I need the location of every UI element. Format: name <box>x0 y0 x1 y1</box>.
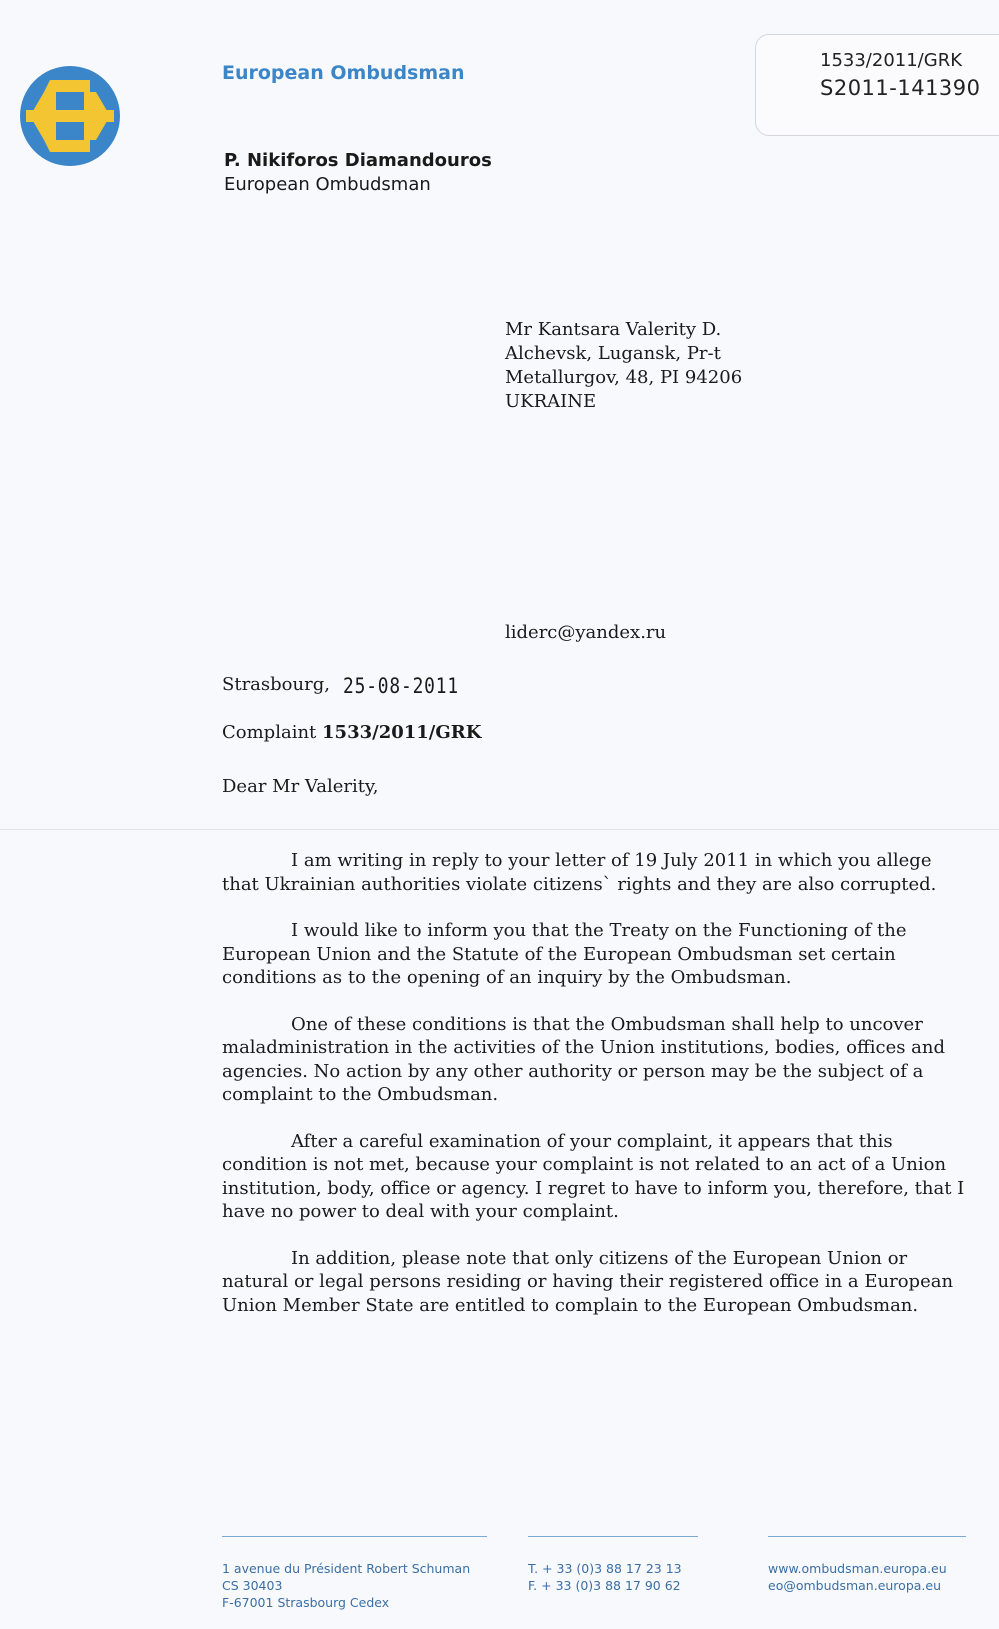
footer-web <box>768 1560 947 1594</box>
footer-divider <box>528 1536 698 1537</box>
registry-number: S2011-141390 <box>820 76 981 100</box>
body-paragraph: I am writing in reply to your letter of 19 July 2011 in which you allege that Ukrainian authorities violate citizens` rights and they are also corrupted. <box>222 850 937 895</box>
body-paragraph: One of these conditions is that the Ombudsman shall help to uncover maladministration in the activities of the Union institutions, bodies, offices and agencies. No action by any other authority or person may be the subject of a complaint to the Ombudsman. <box>222 1013 946 1105</box>
email-link[interactable]: eo@ombudsman.europa.eu <box>768 1578 942 1593</box>
date-stamp: 25-08-2011 <box>343 674 459 698</box>
letterhead-org-name: European Ombudsman <box>222 62 465 84</box>
complaint-label: Complaint <box>222 722 317 743</box>
website-link[interactable]: www.ombudsman.europa.eu <box>768 1561 947 1576</box>
body-paragraph: After a careful examination of your complaint, it appears that this condition is not met, because your complaint is not related to an act of a Union institution, body, office or agency. I regret to have to inform you, therefore, that I have no power to deal with your complaint. <box>222 1130 965 1222</box>
recipient-email: liderc@yandex.ru <box>505 622 667 643</box>
footer-address: 1 avenue du Président Robert Schuman CS 30403 F-67001 Strasbourg Cedex <box>222 1561 471 1610</box>
complaint-number: 1533/2011/GRK <box>322 722 482 743</box>
address-line: Metallurgov, 48, PI 94206 <box>505 367 743 388</box>
address-line: UKRAINE <box>505 391 597 412</box>
letter-body <box>222 849 967 1340</box>
address-line: Alchevsk, Lugansk, Pr-t <box>505 343 721 364</box>
dateline-place: Strasbourg, <box>222 674 330 695</box>
body-paragraph: In addition, please note that only citizens of the European Union or natural or legal persons residing or having their registered office in a European Union Member State are entitled to complain to the European Ombudsman. <box>222 1247 954 1316</box>
address-line: Mr Kantsara Valerity D. <box>505 319 722 340</box>
complaint-reference <box>222 722 481 743</box>
body-paragraph: I would like to inform you that the Treaty on the Functioning of the European Union and the Statute of the European Ombudsman set certain conditions as to the opening of an inquiry by the Ombudsman. <box>222 920 907 988</box>
sender-title: European Ombudsman <box>224 174 431 195</box>
footer-phone: T. + 33 (0)3 88 17 23 13 F. + 33 (0)3 88 17 90 62 <box>528 1561 682 1593</box>
reference-number: 1533/2011/GRK <box>820 50 963 71</box>
paper-fold-line <box>0 829 999 830</box>
footer-divider <box>222 1536 487 1537</box>
sender-name: P. Nikiforos Diamandouros <box>224 150 492 171</box>
salutation: Dear Mr Valerity, <box>222 776 379 797</box>
european-ombudsman-logo <box>20 66 120 166</box>
footer-divider <box>768 1536 966 1537</box>
recipient-address <box>505 318 742 414</box>
